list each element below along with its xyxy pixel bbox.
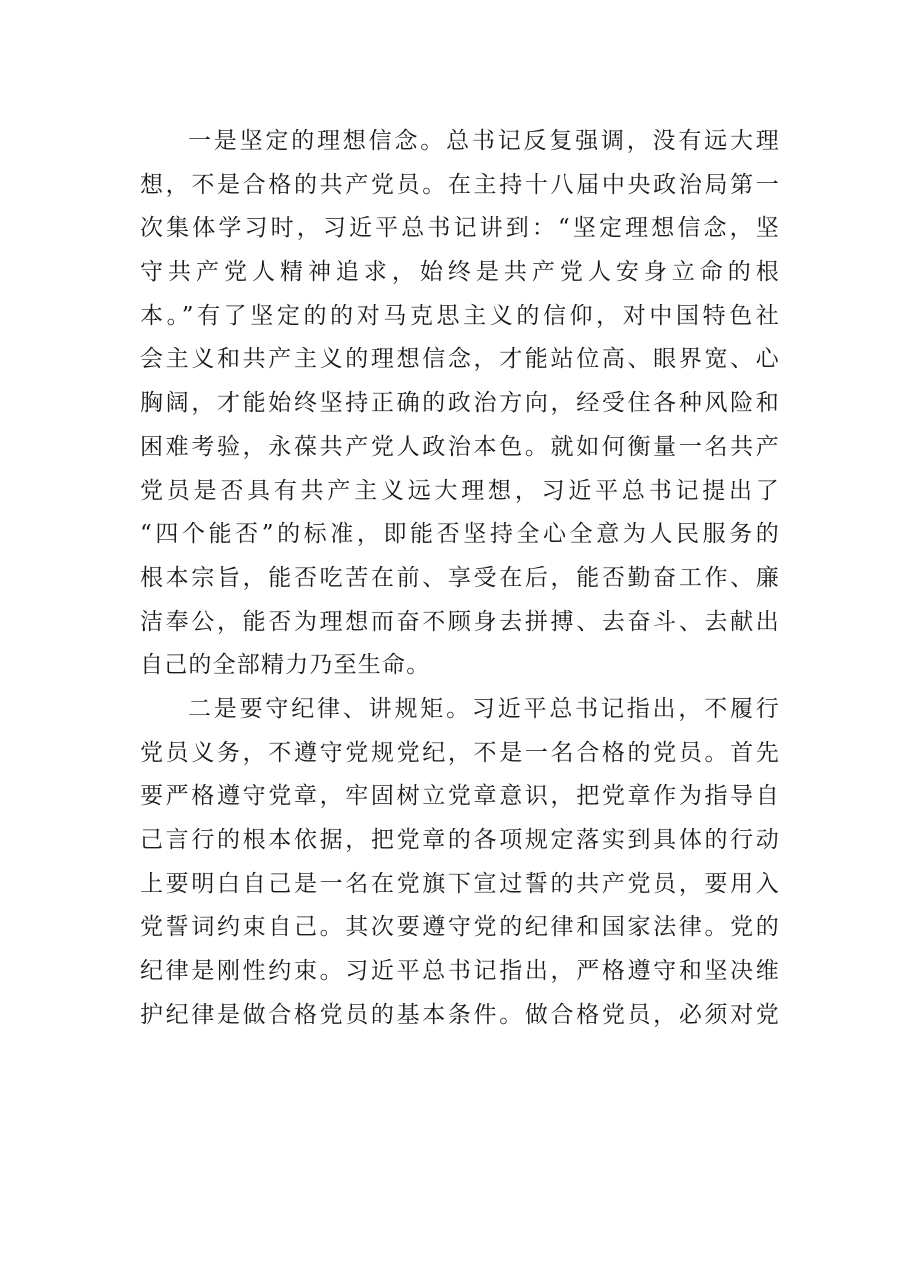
paragraph-line: 一是坚定的理想信念。总书记反复强调，没有远大理: [188, 128, 780, 154]
paragraph-line: 护纪律是做合格党员的基本条件。做合格党员，必须对党: [140, 1001, 780, 1028]
paragraph-line: 纪律是刚性约束。习近平总书记指出，严格遵守和坚决维: [140, 958, 780, 985]
paragraph-line: 二是要守纪律、讲规矩。习近平总书记指出，不履行: [188, 695, 780, 722]
paragraph-line: 党誓词约束自己。其次要遵守党的纪律和国家法律。党的: [140, 914, 780, 941]
paragraph-line: 洁奉公，能否为理想而奋不顾身去拼搏、去奋斗、去献出: [140, 608, 780, 635]
paragraph-line: “四个能否”的标准，即能否坚持全心全意为人民服务的: [140, 521, 780, 548]
paragraph-line: 根本宗旨，能否吃苦在前、享受在后，能否勤奋工作、廉: [140, 564, 780, 591]
paragraph-2: [140, 688, 780, 1038]
paragraph-line: 次集体学习时，习近平总书记讲到：“坚定理想信念，坚: [140, 215, 780, 242]
paragraph-line: 己言行的根本依据，把党章的各项规定落实到具体的行动: [140, 827, 780, 853]
paragraph-line: 自己的全部精力乃至生命。: [140, 652, 431, 679]
paragraph-line: 要严格遵守党章，牢固树立党章意识，把党章作为指导自: [140, 783, 780, 810]
paragraph-line: 困难考验，永葆共产党人政治本色。就如何衡量一名共产: [140, 433, 780, 460]
paragraph-line: 上要明白自己是一名在党旗下宣过誓的共产党员，要用入: [140, 870, 780, 897]
paragraph-line: 党员义务，不遵守党规党纪，不是一名合格的党员。首先: [140, 739, 780, 766]
paragraph-line: 本。”有了坚定的的对马克思主义的信仰，对中国特色社: [140, 302, 780, 329]
paragraph-line: 党员是否具有共产主义远大理想，习近平总书记提出了: [140, 477, 780, 504]
paragraph-line: 守共产党人精神追求，始终是共产党人安身立命的根: [140, 259, 780, 286]
paragraph-line: 胸阔，才能始终坚持正确的政治方向，经受住各种风险和: [140, 390, 780, 417]
document-body: [140, 120, 780, 1037]
paragraph-line: 想，不是合格的共产党员。在主持十八届中央政治局第一: [140, 171, 780, 198]
paragraph-line: 会主义和共产主义的理想信念，才能站位高、眼界宽、心: [140, 346, 780, 373]
paragraph-1: [140, 120, 780, 688]
